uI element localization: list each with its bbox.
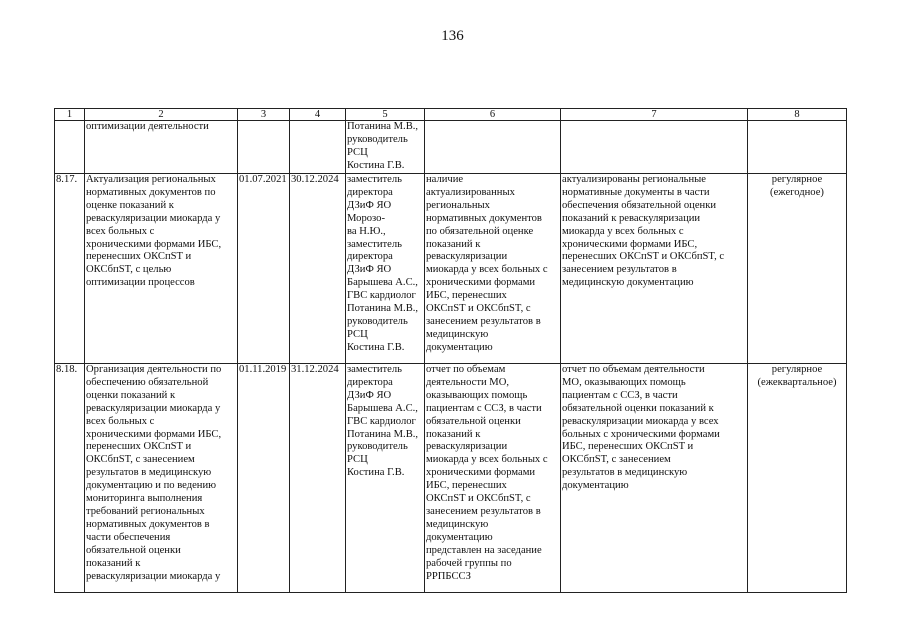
frequency-cell — [748, 121, 847, 174]
start-date-cell — [238, 121, 290, 174]
column-header: 7 — [561, 109, 748, 121]
responsible-cell: Потанина М.В., руководитель РСЦ Костина Г.В. — [346, 121, 425, 174]
plan-table — [54, 108, 847, 593]
frequency-cell: регулярное (ежеквартальное) — [748, 364, 847, 593]
result-cell: актуализированы региональные нормативные документы в части обеспечения обязательной оценки показаний к реваскуляризации миокарда у всех больных с хроническими формами ИБС, перенесших ОКСпST и ОКСбпST, с занесением результатов в медицинскую документацию — [561, 174, 748, 364]
table-row — [55, 121, 847, 174]
responsible-cell: заместитель директора ДЗиФ ЯО Морозо- ва Н.Ю., заместитель директора ДЗиФ ЯО Барышева А.С., ГВС кардиолог Потанина М.В., руководитель РСЦ Костина Г.В. — [346, 174, 425, 364]
column-header: 1 — [55, 109, 85, 121]
column-header: 2 — [85, 109, 238, 121]
column-header: 8 — [748, 109, 847, 121]
end-date-cell: 31.12.2024 — [290, 364, 346, 593]
row-number-cell: 8.18. — [55, 364, 85, 593]
start-date-cell: 01.11.2019 — [238, 364, 290, 593]
indicator-cell: наличие актуализированных региональных нормативных документов по обязательной оценке показаний к реваскуляризации миокарда у всех больных с хроническими формами ИБС, перенесших ОКСпST и ОКСбпST, с занесением результатов в медицинскую документацию — [425, 174, 561, 364]
table-header-row — [55, 109, 847, 121]
column-header: 6 — [425, 109, 561, 121]
table-row — [55, 174, 847, 364]
responsible-cell: заместитель директора ДЗиФ ЯО Барышева А.С., ГВС кардиолог Потанина М.В., руководитель РСЦ Костина Г.В. — [346, 364, 425, 593]
indicator-cell — [425, 121, 561, 174]
end-date-cell — [290, 121, 346, 174]
page-number: 136 — [441, 28, 464, 44]
end-date-cell: 30.12.2024 — [290, 174, 346, 364]
column-header: 4 — [290, 109, 346, 121]
table-row — [55, 364, 847, 593]
start-date-cell: 01.07.2021 — [238, 174, 290, 364]
column-header: 3 — [238, 109, 290, 121]
row-number-cell — [55, 121, 85, 174]
activity-cell: Актуализация региональных нормативных документов по оценке показаний к реваскуляризации миокарда у всех больных с хроническими формами ИБС, перенесших ОКСпST и ОКСбпST, с целью оптимизации процессов — [85, 174, 238, 364]
frequency-cell: регулярное (ежегодное) — [748, 174, 847, 364]
indicator-cell: отчет по объемам деятельности МО, оказывающих помощь пациентам с ССЗ, в части обязательной оценки показаний к реваскуляризации миокарда у всех больных с хроническими формами ИБС, перенесших ОКСпST и ОКСбпST, с занесением результатов в медицинскую документацию представлен на заседание рабочей группы по РРПБССЗ — [425, 364, 561, 593]
row-number-cell: 8.17. — [55, 174, 85, 364]
result-cell: отчет по объемам деятельности МО, оказывающих помощь пациентам с ССЗ, в части обязательной оценки показаний к реваскуляризации миокарда у всех больных с хроническими формами ИБС, перенесших ОКСпST и ОКСбпST, с занесением результатов в медицинскую документацию — [561, 364, 748, 593]
activity-cell: оптимизации деятельности — [85, 121, 238, 174]
result-cell — [561, 121, 748, 174]
activity-cell: Организация деятельности по обеспечению обязательной оценки показаний к реваскуляризации миокарда у всех больных с хроническими формами ИБС, перенесших ОКСпST и ОКСбпST, с занесением результатов в медицинскую документацию и по ведению мониторинга выполнения требований региональных нормативных документов в части обеспечения обязательной оценки показаний к реваскуляризации миокарда у — [85, 364, 238, 593]
column-header: 5 — [346, 109, 425, 121]
